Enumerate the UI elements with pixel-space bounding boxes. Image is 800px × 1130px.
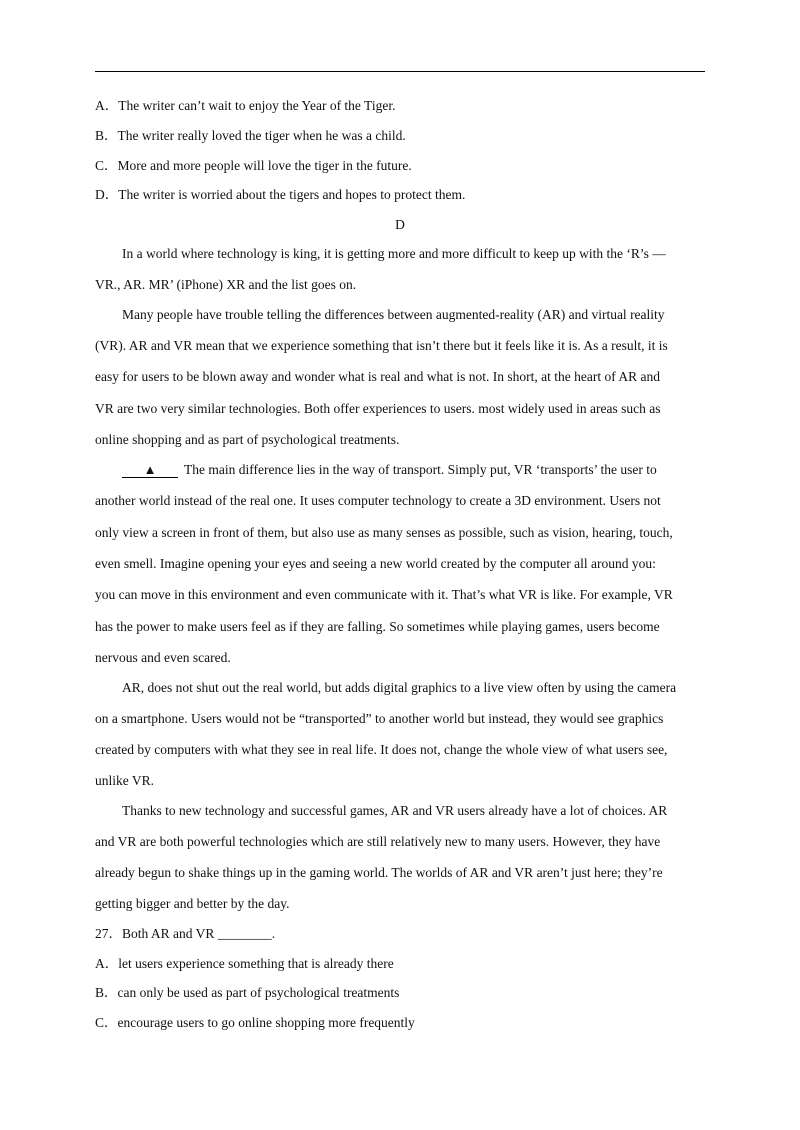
passage-p2-line: VR are two very similar technologies. Both offer experiences to users. most widely used in areas such as bbox=[95, 401, 661, 416]
passage-p1-line: VR., AR. MR’ (iPhone) XR and the list goes on. bbox=[95, 277, 357, 292]
passage-p3-line: even smell. Imagine opening your eyes and seeing a new world created by the computer all around you: bbox=[95, 556, 656, 571]
passage-p5-line: and VR are both powerful technologies which are still relatively new to many users. However, they have bbox=[95, 834, 661, 849]
passage-p5-line: Thanks to new technology and successful games, AR and VR users already have a lot of choices. AR bbox=[122, 803, 668, 818]
option-a-prev: A．The writer can’t wait to enjoy the Year of the Tiger. bbox=[95, 98, 396, 113]
option-b-prev: B．The writer really loved the tiger when he was a child. bbox=[95, 128, 406, 143]
passage-p4-line: unlike VR. bbox=[95, 773, 155, 788]
passage-p2-line: online shopping and as part of psychological treatments. bbox=[95, 432, 400, 447]
top-divider-line bbox=[95, 71, 705, 72]
passage-p5-line: already begun to shake things up in the gaming world. The worlds of AR and VR aren’t just here; they’re bbox=[95, 865, 663, 880]
passage-p4-line: created by computers with what they see in real life. It does not, change the whole view of what users see, bbox=[95, 742, 668, 757]
section-label: D bbox=[395, 217, 405, 232]
question-27-option-c[interactable]: C．encourage users to go online shopping more frequently bbox=[95, 1015, 415, 1030]
passage-p3-text: The main difference lies in the way of transport. Simply put, VR ‘transports’ the user to bbox=[184, 462, 657, 477]
passage-p3-line: another world instead of the real one. It uses computer technology to create a 3D environment. Users not bbox=[95, 493, 661, 508]
passage-p2-line: (VR). AR and VR mean that we experience something that isn’t there but it feels like it is. As a result, it is bbox=[95, 338, 668, 353]
passage-p2-line: easy for users to be blown away and wonder what is real and what is not. In short, at the heart of AR and bbox=[95, 369, 660, 384]
question-27-stem: 27．Both AR and VR ________. bbox=[95, 926, 276, 941]
passage-p5-line: getting bigger and better by the day. bbox=[95, 896, 290, 911]
answer-blank[interactable]: ▲ bbox=[122, 463, 178, 478]
passage-p3-first-line bbox=[122, 461, 657, 479]
passage-p3-line: only view a screen in front of them, but also use as many senses as possible, such as vision, hearing, touch, bbox=[95, 525, 673, 540]
passage-p2-line: Many people have trouble telling the differences between augmented-reality (AR) and virtual reality bbox=[122, 307, 665, 322]
passage-p4-line: on a smartphone. Users would not be “transported” to another world but instead, they would see graphics bbox=[95, 711, 664, 726]
option-d-prev: D．The writer is worried about the tigers and hopes to protect them. bbox=[95, 187, 466, 202]
option-c-prev: C．More and more people will love the tiger in the future. bbox=[95, 158, 412, 173]
passage-p4-line: AR, does not shut out the real world, but adds digital graphics to a live view often by using the camera bbox=[122, 680, 677, 695]
passage-p1-line: In a world where technology is king, it is getting more and more difficult to keep up with the ‘R’s — bbox=[122, 246, 666, 261]
passage-p3-line: nervous and even scared. bbox=[95, 650, 231, 665]
question-27-option-a[interactable]: A．let users experience something that is already there bbox=[95, 956, 394, 971]
passage-p3-line: you can move in this environment and even communicate with it. That’s what VR is like. For example, VR bbox=[95, 587, 673, 602]
passage-p3-line: has the power to make users feel as if they are falling. So sometimes while playing games, users become bbox=[95, 619, 660, 634]
question-27-option-b[interactable]: B．can only be used as part of psychological treatments bbox=[95, 985, 400, 1000]
